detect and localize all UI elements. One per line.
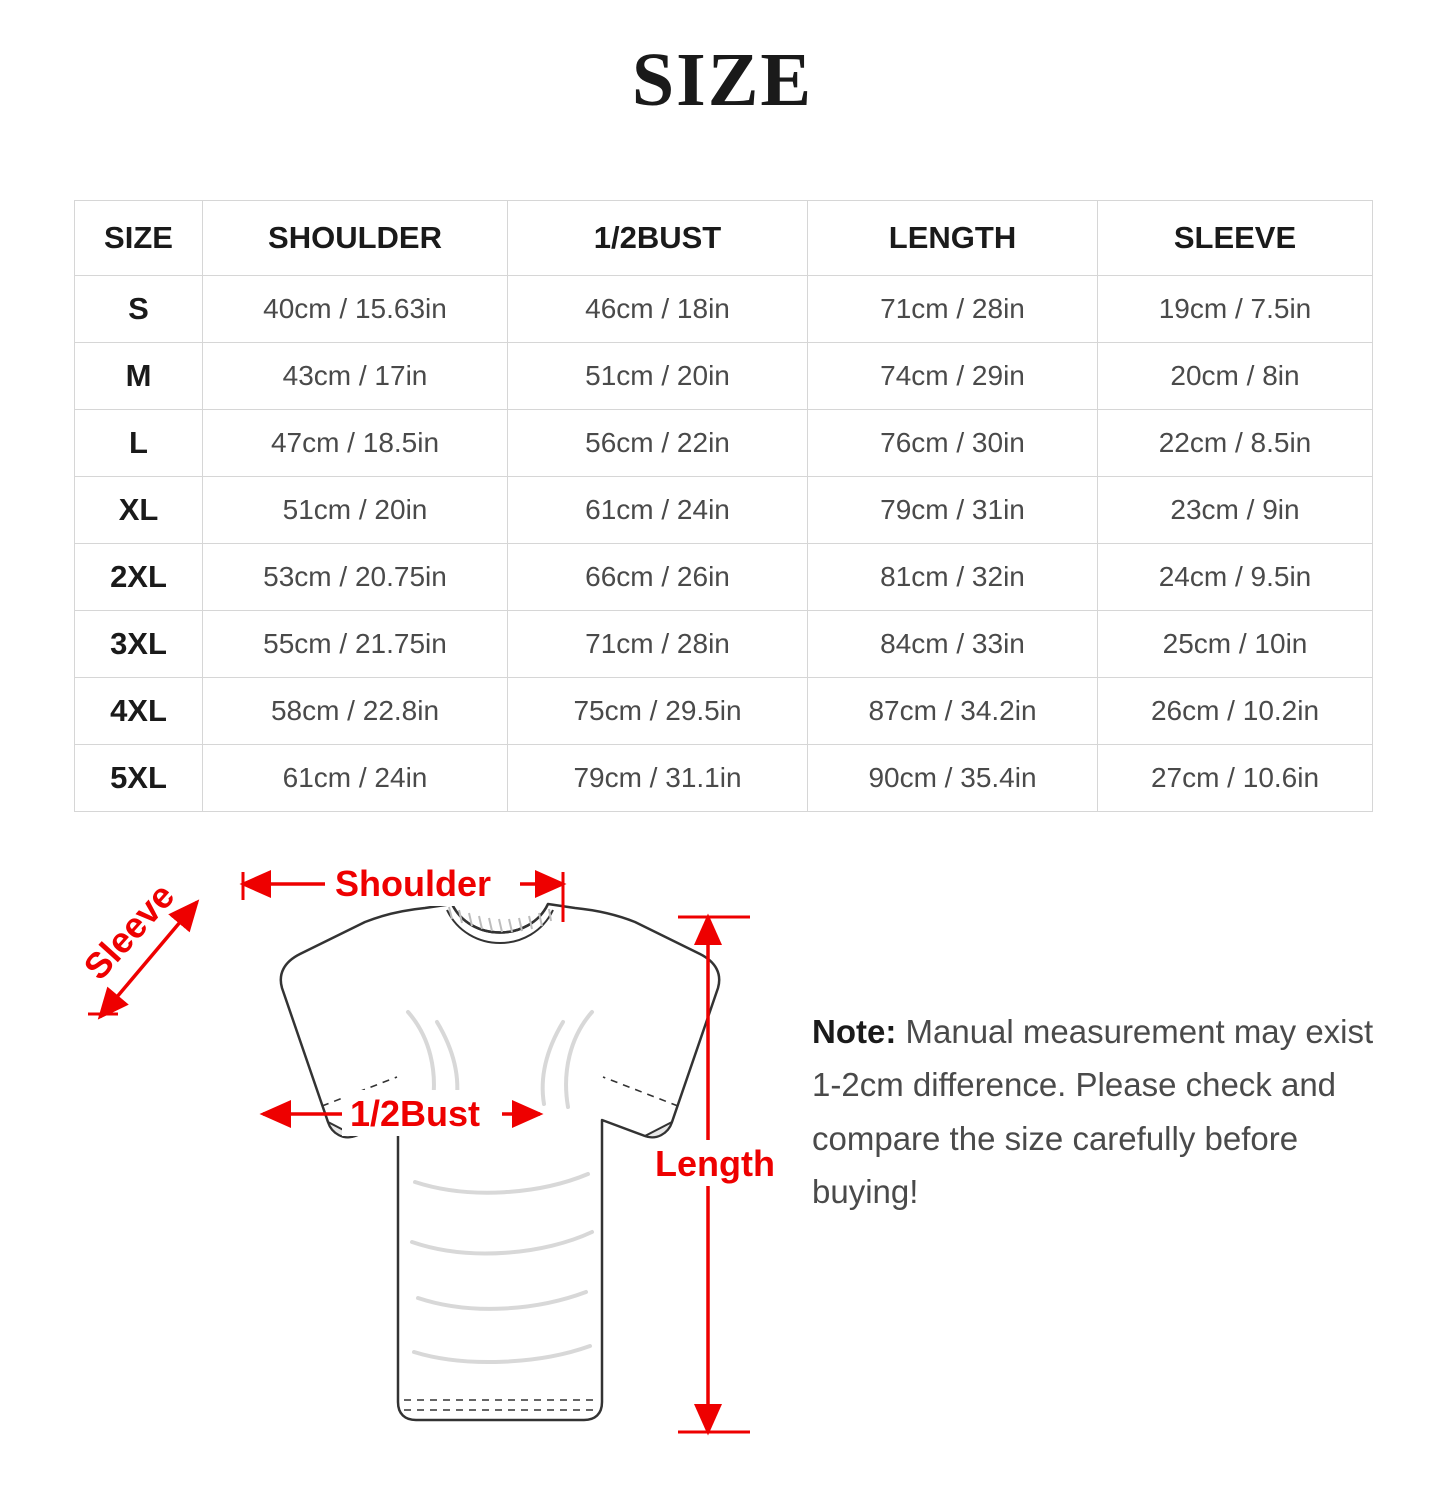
column-header-length: LENGTH: [808, 201, 1098, 276]
sleeve-label: Sleeve: [75, 875, 183, 988]
table-row: [75, 276, 1373, 343]
shoulder-label: Shoulder: [335, 863, 492, 904]
cell-shoulder: 47cm / 18.5in: [203, 410, 508, 477]
cell-shoulder: 40cm / 15.63in: [203, 276, 508, 343]
column-header-size: SIZE: [75, 201, 203, 276]
cell-size: L: [75, 410, 203, 477]
cell-sleeve: 27cm / 10.6in: [1098, 745, 1373, 812]
cell-length: 71cm / 28in: [808, 276, 1098, 343]
cell-size: M: [75, 343, 203, 410]
cell-shoulder: 55cm / 21.75in: [203, 611, 508, 678]
cell-bust: 46cm / 18in: [508, 276, 808, 343]
sleeve-dimension: [75, 875, 197, 1017]
cell-sleeve: 23cm / 9in: [1098, 477, 1373, 544]
cell-sleeve: 19cm / 7.5in: [1098, 276, 1373, 343]
cell-bust: 71cm / 28in: [508, 611, 808, 678]
cell-shoulder: 58cm / 22.8in: [203, 678, 508, 745]
cell-size: 3XL: [75, 611, 203, 678]
note-label: Note:: [812, 1013, 897, 1050]
cell-length: 90cm / 35.4in: [808, 745, 1098, 812]
cell-sleeve: 22cm / 8.5in: [1098, 410, 1373, 477]
cell-size: 2XL: [75, 544, 203, 611]
cell-length: 87cm / 34.2in: [808, 678, 1098, 745]
column-header-bust: 1/2BUST: [508, 201, 808, 276]
cell-shoulder: 53cm / 20.75in: [203, 544, 508, 611]
table-row: [75, 343, 1373, 410]
note-body: Manual measurement may exist 1-2cm difference. Please check and compare the size carefully before buying!: [812, 1013, 1374, 1211]
cell-shoulder: 61cm / 24in: [203, 745, 508, 812]
bust-label: 1/2Bust: [350, 1093, 481, 1134]
cell-size: S: [75, 276, 203, 343]
cell-sleeve: 20cm / 8in: [1098, 343, 1373, 410]
table-header-row: [75, 201, 1373, 276]
column-header-sleeve: SLEEVE: [1098, 201, 1373, 276]
cell-sleeve: 25cm / 10in: [1098, 611, 1373, 678]
cell-length: 74cm / 29in: [808, 343, 1098, 410]
table-row: [75, 544, 1373, 611]
length-label: Length: [655, 1143, 775, 1184]
table-row: [75, 477, 1373, 544]
bust-dimension: [263, 1090, 540, 1136]
cell-length: 84cm / 33in: [808, 611, 1098, 678]
column-header-shoulder: SHOULDER: [203, 201, 508, 276]
cell-length: 76cm / 30in: [808, 410, 1098, 477]
cell-sleeve: 24cm / 9.5in: [1098, 544, 1373, 611]
cell-shoulder: 43cm / 17in: [203, 343, 508, 410]
table-row: [75, 611, 1373, 678]
cell-bust: 75cm / 29.5in: [508, 678, 808, 745]
cell-size: 5XL: [75, 745, 203, 812]
size-chart-table-container: [74, 200, 1372, 812]
cell-size: 4XL: [75, 678, 203, 745]
cell-shoulder: 51cm / 20in: [203, 477, 508, 544]
page-title: SIZE: [631, 38, 814, 122]
cell-sleeve: 26cm / 10.2in: [1098, 678, 1373, 745]
table-row: [75, 745, 1373, 812]
cell-bust: 51cm / 20in: [508, 343, 808, 410]
note-text: [812, 1005, 1392, 1219]
table-row: [75, 410, 1373, 477]
table-row: [75, 678, 1373, 745]
cell-length: 79cm / 31in: [808, 477, 1098, 544]
cell-length: 81cm / 32in: [808, 544, 1098, 611]
cell-bust: 66cm / 26in: [508, 544, 808, 611]
cell-bust: 61cm / 24in: [508, 477, 808, 544]
cell-bust: 79cm / 31.1in: [508, 745, 808, 812]
cell-bust: 56cm / 22in: [508, 410, 808, 477]
cell-size: XL: [75, 477, 203, 544]
size-chart-table: [74, 200, 1373, 812]
